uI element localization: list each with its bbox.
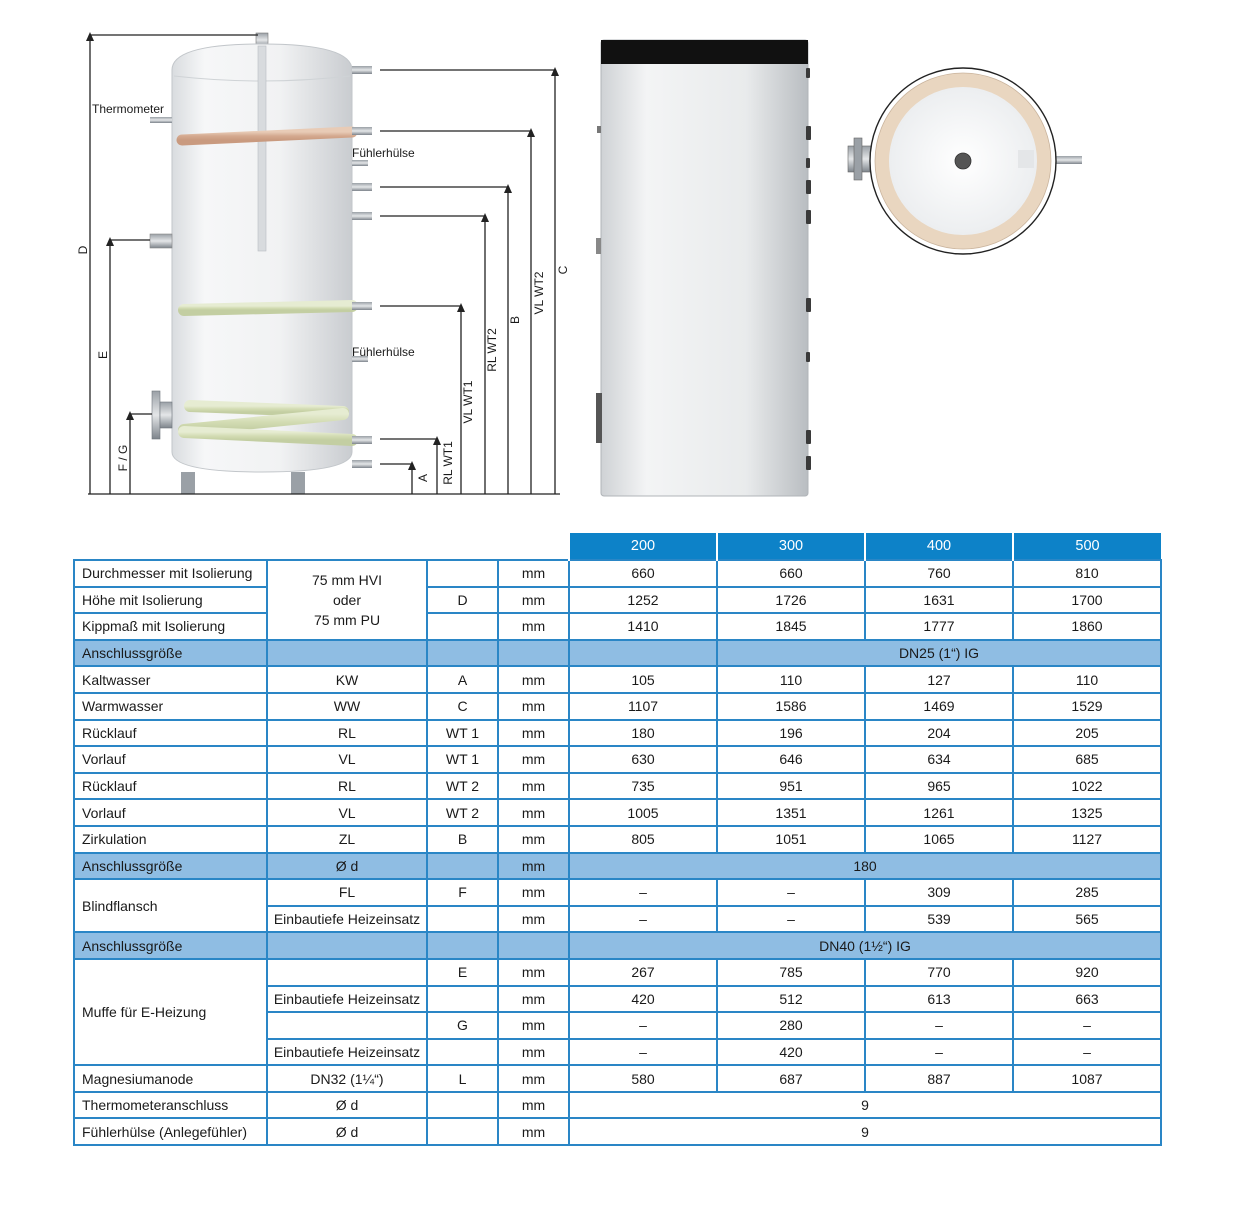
value-cell: 512	[717, 986, 865, 1013]
row-label: Magnesiumanode	[74, 1065, 267, 1092]
value-cell: 280	[717, 1012, 865, 1039]
table-row	[74, 613, 1161, 640]
section-value: DN25 (1“) IG	[717, 640, 1161, 667]
value-cell: –	[865, 1039, 1013, 1066]
value-cell: 309	[865, 879, 1013, 906]
dim-label-e: E	[96, 350, 110, 360]
row-label: Kaltwasser	[74, 666, 267, 693]
symbol-cell: A	[427, 666, 498, 693]
abbr-cell: VL	[267, 799, 427, 826]
value-cell: 887	[865, 1065, 1013, 1092]
value-cell: 1022	[1013, 773, 1161, 800]
value-cell: 565	[1013, 906, 1161, 933]
table-row	[74, 959, 1161, 986]
tank-side-view	[596, 40, 811, 496]
value-cell: 1777	[865, 613, 1013, 640]
table-row	[74, 1065, 1161, 1092]
row-label: Rücklauf	[74, 720, 267, 747]
unit-cell: mm	[498, 959, 569, 986]
value-cell: 1325	[1013, 799, 1161, 826]
size-header: 500	[1013, 533, 1161, 560]
unit-cell: mm	[498, 1065, 569, 1092]
size-header: 200	[569, 533, 717, 560]
value-cell: –	[569, 1012, 717, 1039]
row-label: Blindflansch	[74, 879, 267, 932]
size-header: 400	[865, 533, 1013, 560]
unit-cell: mm	[498, 666, 569, 693]
value-cell: 1700	[1013, 587, 1161, 614]
top-view-right-fitting	[1054, 156, 1082, 164]
table-row	[74, 666, 1161, 693]
value-cell: 1631	[865, 587, 1013, 614]
value-cell: 634	[865, 746, 1013, 773]
dim-label-rl-wt1: RL WT1	[441, 441, 455, 485]
top-cover	[601, 40, 808, 64]
value-cell: 965	[865, 773, 1013, 800]
dim-label-vl-wt2: VL WT2	[532, 271, 546, 315]
unit-cell: mm	[498, 1092, 569, 1119]
table-header-row	[74, 533, 1161, 560]
abbr-cell: Einbautiefe Heizeinsatz	[267, 986, 427, 1013]
abbr-cell: Einbautiefe Heizeinsatz	[267, 1039, 427, 1066]
symbol-cell: WT 2	[427, 799, 498, 826]
value-cell: 810	[1013, 560, 1161, 587]
abbr-cell: VL	[267, 746, 427, 773]
abbr-cell: RL	[267, 773, 427, 800]
value-cell: 685	[1013, 746, 1161, 773]
dim-label-c: C	[556, 265, 570, 275]
unit-cell: mm	[498, 1118, 569, 1145]
table-row	[74, 746, 1161, 773]
row-label: Muffe für E-Heizung	[74, 959, 267, 1065]
value-cell: 205	[1013, 720, 1161, 747]
right-connection-pipes	[352, 66, 372, 468]
value-cell: 1586	[717, 693, 865, 720]
abbr-cell: Ø d	[267, 1092, 427, 1119]
dim-label-a: A	[416, 473, 430, 483]
value-cell: 1107	[569, 693, 717, 720]
unit-cell: mm	[498, 613, 569, 640]
dim-label-rl-wt2: RL WT2	[485, 328, 499, 372]
row-label: Vorlauf	[74, 799, 267, 826]
symbol-cell: L	[427, 1065, 498, 1092]
insulation-line: 75 mm PU	[313, 611, 381, 628]
value-cell: 785	[717, 959, 865, 986]
side-flange	[596, 393, 602, 443]
unit-cell: mm	[498, 906, 569, 933]
symbol-cell: B	[427, 826, 498, 853]
table-row	[74, 799, 1161, 826]
value-cell: 630	[569, 746, 717, 773]
value-cell: 580	[569, 1065, 717, 1092]
table-row	[74, 879, 1161, 906]
section-value: 180	[569, 853, 1161, 880]
dim-label-fg: F / G	[116, 444, 130, 472]
value-cell: 1252	[569, 587, 717, 614]
value-cell: 1529	[1013, 693, 1161, 720]
value-cell: –	[569, 906, 717, 933]
insulation-line: oder	[332, 591, 362, 608]
value-cell: –	[569, 1039, 717, 1066]
abbr-cell: RL	[267, 720, 427, 747]
row-label: Thermometeranschluss	[74, 1092, 267, 1119]
value-cell: 196	[717, 720, 865, 747]
insulation-cell	[267, 560, 427, 640]
value-cell: 1860	[1013, 613, 1161, 640]
symbol-cell: E	[427, 959, 498, 986]
section-value: DN40 (1½“) IG	[569, 932, 1161, 959]
unit-cell: mm	[498, 1012, 569, 1039]
value-cell: 110	[717, 666, 865, 693]
value-cell: 760	[865, 560, 1013, 587]
abbr-cell: Ø d	[267, 1118, 427, 1145]
symbol-cell: F	[427, 879, 498, 906]
tank-top-view	[848, 68, 1082, 254]
value-cell: 180	[569, 720, 717, 747]
row-label: Durchmesser mit Isolierung	[74, 560, 267, 587]
value-cell: –	[717, 906, 865, 933]
table-row	[74, 587, 1161, 614]
value-cell: –	[1013, 1039, 1161, 1066]
row-label: Vorlauf	[74, 746, 267, 773]
value-cell: –	[569, 879, 717, 906]
abbr-cell: Einbautiefe Heizeinsatz	[267, 906, 427, 933]
value-cell: 805	[569, 826, 717, 853]
value-cell: 105	[569, 666, 717, 693]
unit-cell: mm	[498, 853, 569, 880]
value-cell: 204	[865, 720, 1013, 747]
tank-foot-left	[181, 472, 195, 494]
unit-cell: mm	[498, 1039, 569, 1066]
value-cell: 660	[717, 560, 865, 587]
symbol-cell: G	[427, 1012, 498, 1039]
unit-cell: mm	[498, 560, 569, 587]
value-cell: 9	[569, 1092, 1161, 1119]
section-label: Anschlussgröße	[74, 932, 267, 959]
sensor-label-lower: Fühlerhülse	[352, 345, 415, 359]
value-cell: 1351	[717, 799, 865, 826]
value-cell: 1127	[1013, 826, 1161, 853]
dim-label-vl-wt1: VL WT1	[461, 380, 475, 424]
thermometer-fitting	[150, 117, 172, 123]
top-view-center-nipple	[955, 153, 971, 169]
symbol-cell: WT 2	[427, 773, 498, 800]
value-cell: 127	[865, 666, 1013, 693]
value-cell: 1845	[717, 613, 865, 640]
insulation-line: 75 mm HVI	[311, 571, 382, 588]
abbr-cell: FL	[267, 879, 427, 906]
symbol-cell: WT 1	[427, 746, 498, 773]
unit-cell: mm	[498, 826, 569, 853]
unit-cell: mm	[498, 746, 569, 773]
value-cell: 663	[1013, 986, 1161, 1013]
abbr-cell: DN32 (1¼“)	[267, 1065, 427, 1092]
blind-flange	[152, 391, 172, 439]
table-row	[74, 720, 1161, 747]
unit-cell: mm	[498, 773, 569, 800]
row-label: Rücklauf	[74, 773, 267, 800]
table-row	[74, 773, 1161, 800]
row-label: Zirkulation	[74, 826, 267, 853]
abbr-cell: KW	[267, 666, 427, 693]
symbol-cell: WT 1	[427, 720, 498, 747]
value-cell: –	[865, 1012, 1013, 1039]
table-row	[74, 1092, 1161, 1119]
abbr-cell: Ø d	[267, 853, 427, 880]
e-heater-socket	[150, 234, 172, 248]
value-cell: 735	[569, 773, 717, 800]
value-cell: 110	[1013, 666, 1161, 693]
section-row	[74, 640, 1161, 667]
value-cell: 770	[865, 959, 1013, 986]
tank-foot-right	[291, 472, 305, 494]
unit-cell: mm	[498, 720, 569, 747]
value-cell: 646	[717, 746, 865, 773]
table-row	[74, 560, 1161, 587]
value-cell: 687	[717, 1065, 865, 1092]
abbr-cell: ZL	[267, 826, 427, 853]
dim-label-d: D	[76, 245, 90, 255]
size-header: 300	[717, 533, 865, 560]
row-label: Warmwasser	[74, 693, 267, 720]
unit-cell: mm	[498, 879, 569, 906]
technical-drawing	[0, 0, 1240, 520]
row-label: Höhe mit Isolierung	[74, 587, 267, 614]
tank-cutaway	[150, 33, 372, 494]
thermometer-label: Thermometer	[92, 102, 165, 116]
value-cell: 9	[569, 1118, 1161, 1145]
value-cell: 1410	[569, 613, 717, 640]
value-cell: 1005	[569, 799, 717, 826]
value-cell: 1261	[865, 799, 1013, 826]
unit-cell: mm	[498, 986, 569, 1013]
value-cell: 660	[569, 560, 717, 587]
value-cell: 420	[717, 1039, 865, 1066]
value-cell: 920	[1013, 959, 1161, 986]
section-row	[74, 932, 1161, 959]
value-cell: 1469	[865, 693, 1013, 720]
sensor-label-upper: Fühlerhülse	[352, 146, 415, 160]
row-label: Kippmaß mit Isolierung	[74, 613, 267, 640]
unit-cell: mm	[498, 799, 569, 826]
section-label: Anschlussgröße	[74, 640, 267, 667]
value-cell: 1065	[865, 826, 1013, 853]
section-row	[74, 853, 1161, 880]
value-cell: 613	[865, 986, 1013, 1013]
section-label: Anschlussgröße	[74, 853, 267, 880]
value-cell: 539	[865, 906, 1013, 933]
value-cell: 1726	[717, 587, 865, 614]
table-row	[74, 693, 1161, 720]
unit-cell: mm	[498, 693, 569, 720]
value-cell: 420	[569, 986, 717, 1013]
symbol-cell: C	[427, 693, 498, 720]
abbr-cell: WW	[267, 693, 427, 720]
value-cell: 267	[569, 959, 717, 986]
row-label: Fühlerhülse (Anlegefühler)	[74, 1118, 267, 1145]
unit-cell: mm	[498, 587, 569, 614]
table-row	[74, 826, 1161, 853]
table-row	[74, 1118, 1161, 1145]
value-cell: –	[1013, 1012, 1161, 1039]
value-cell: –	[717, 879, 865, 906]
spec-table	[73, 533, 1162, 1146]
dim-label-b: B	[508, 315, 522, 325]
symbol-cell: D	[427, 587, 498, 614]
value-cell: 1051	[717, 826, 865, 853]
value-cell: 951	[717, 773, 865, 800]
value-cell: 1087	[1013, 1065, 1161, 1092]
value-cell: 285	[1013, 879, 1161, 906]
